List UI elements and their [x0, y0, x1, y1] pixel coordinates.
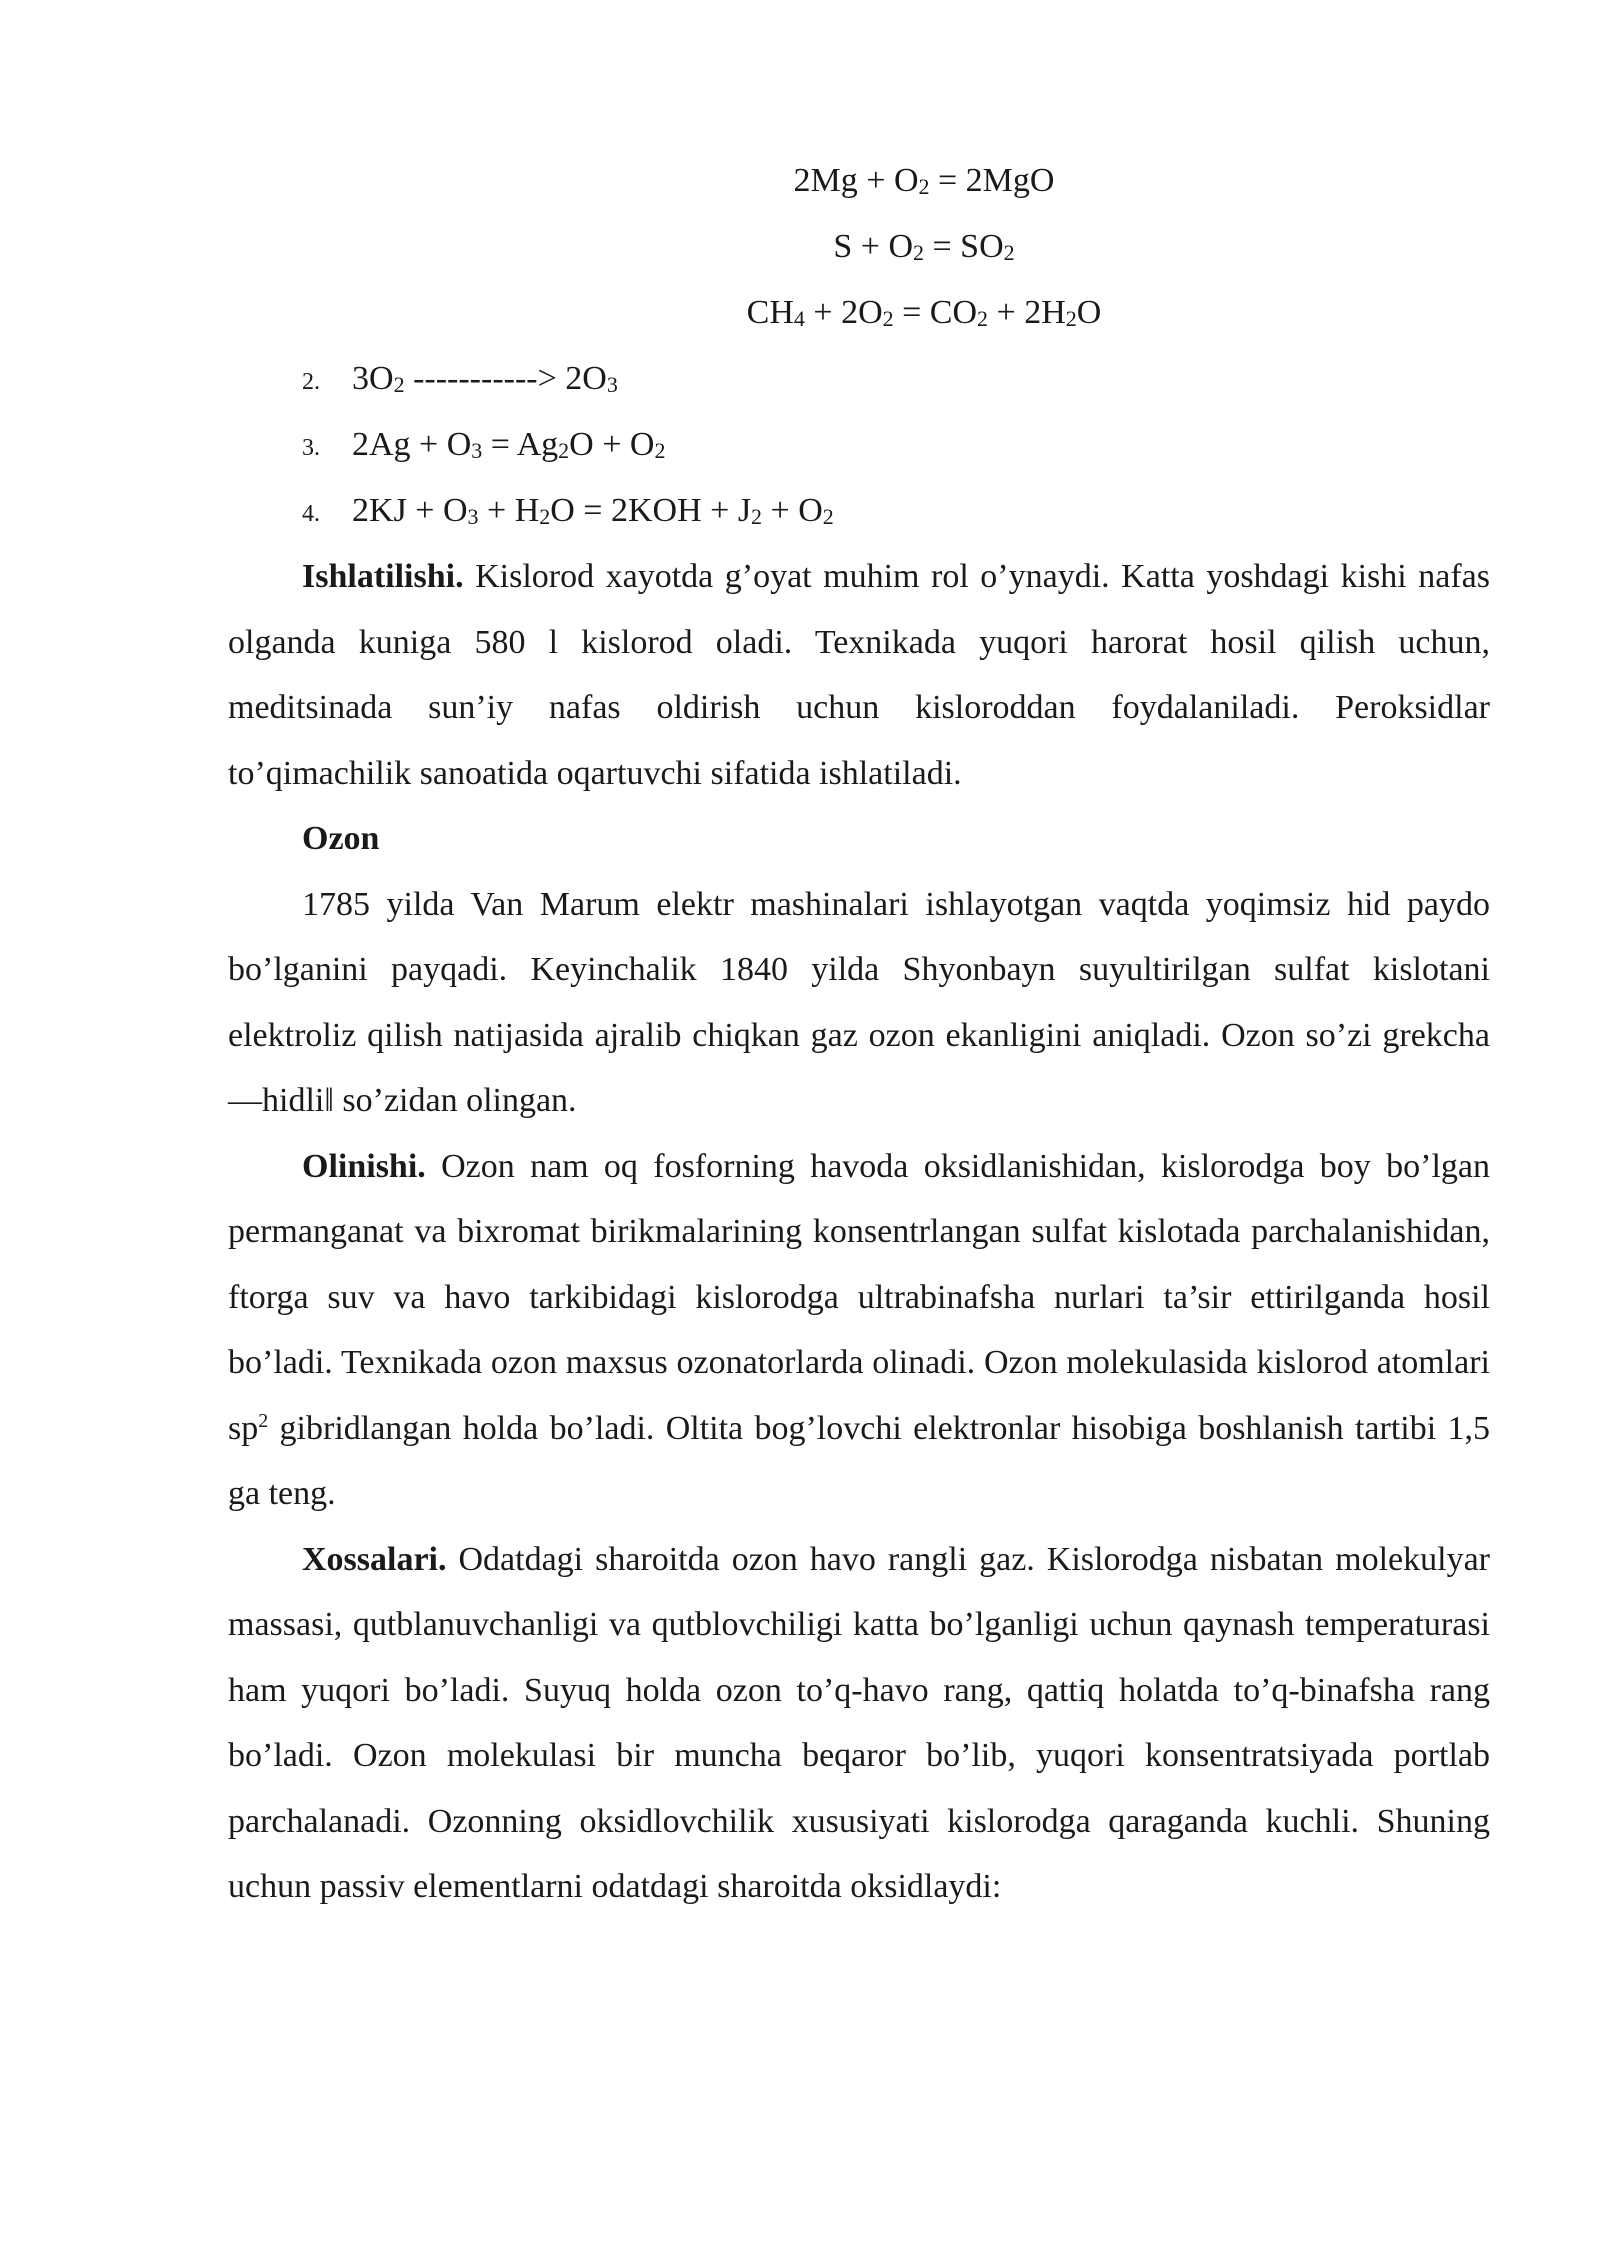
- preparation-text: Ozon nam oq fosforning havoda oksidlanishidan, kislorodga boy bo’lgan permanganat va bixromat birikmalarining konsentrlangan sulfat kislotada parchalanishidan, ftorga suv va havo tarkibidagi kislorodga ultrabinafsha nurlari ta’sir ettirilganda hosil bo’ladi. Texnikada ozon maxsus ozonatorlarda olinadi. Ozon molekulasida kislorod atomlari sp: [228, 1147, 1490, 1447]
- subscript: 2: [918, 174, 930, 199]
- subscript: 2: [539, 504, 551, 529]
- equation-line: $S + O_2 = SO_2$: [833, 228, 1015, 265]
- usage-label: Ishlatilishi.: [302, 558, 464, 595]
- document-page: [228, 148, 1490, 1920]
- equation-block-top: [228, 148, 1490, 346]
- subscript: 3: [606, 372, 618, 397]
- preparation-paragraph: [228, 1134, 1490, 1527]
- numbered-equation: [228, 346, 1490, 412]
- properties-paragraph: [228, 1527, 1490, 1920]
- subscript: 2: [913, 240, 924, 265]
- numbered-equation-list: [228, 346, 1490, 544]
- numbered-equation: [228, 412, 1490, 478]
- subscript: 2: [751, 504, 763, 529]
- equation-line: $CH_4 + 2O_2 = CO_2 + 2H_2O$: [746, 294, 1102, 331]
- hybridization-superscript: 2: [258, 1409, 269, 1432]
- properties-label: Xossalari.: [302, 1540, 447, 1578]
- subscript: 2: [654, 438, 666, 463]
- usage-paragraph: [228, 544, 1490, 806]
- subscript: 2: [822, 504, 834, 529]
- subscript: 2: [1065, 306, 1077, 331]
- properties-text: Odatdagi sharoitda ozon havo rangli gaz. Kislorodga nisbatan molekulyar massasi, qutblanuvchanligi va qutblovchiligi katta bo’lganligi uchun qaynash temperaturasi ham yuqori bo’ladi. Suyuq holda ozon to’q-havo rang, qattiq holatda to’q-binafsha rang bo’ladi. Ozon molekulasi bir muncha beqaror bo’lib, yuqori konsentratsiyada portlab parchalanadi. Ozonning oksidlovchilik xususiyati kislorodga qaraganda kuchli. Shuning uchun passiv elementlarni odatdagi sharoitda oksidlaydi:: [228, 1540, 1490, 1905]
- subscript: 2: [977, 306, 989, 331]
- subscript: 2: [882, 306, 894, 331]
- ozon-history-paragraph: 1785 yilda Van Marum elektr mashinalari ishlayotgan vaqtda yoqimsiz hid paydo bo’lganini payqadi. Keyinchalik 1840 yilda Shyonbayn suyultirilgan sulfat kislotani elektroliz qilish natijasida ajralib chiqkan gaz ozon ekanligini aniqladi. Ozon so’zi grekcha ―hidli‖ so’zidan olingan.: [228, 885, 1490, 1119]
- section-heading-ozon: Ozon: [302, 820, 380, 857]
- subscript: 2: [558, 438, 570, 463]
- subscript: 3: [467, 504, 479, 529]
- preparation-text-cont: gibridlangan holda bo’ladi. Oltita bog’lovchi elektronlar hisobiga boshlanish tartibi 1,5 ga teng.: [228, 1409, 1490, 1512]
- equation-number: 3.: [302, 435, 320, 461]
- numbered-equation: [228, 478, 1490, 544]
- preparation-label: Olinishi.: [302, 1147, 426, 1185]
- equation-body: $2KJ + O_3 + H_2O = 2KOH + J_2 + O_2$: [352, 492, 834, 529]
- equation-number: 2.: [302, 369, 320, 395]
- subscript: 2: [1003, 240, 1015, 265]
- subscript: 2: [393, 372, 405, 397]
- subscript: 4: [793, 306, 805, 331]
- subscript: 3: [471, 438, 483, 463]
- equation-body: $2Ag + O_3 = Ag_2O + O_2$: [352, 426, 666, 463]
- equation-number: 4.: [302, 501, 320, 527]
- usage-text: Kislorod xayotda g’oyat muhim rol o’ynaydi. Katta yoshdagi kishi nafas olganda kuniga 580 l kislorod oladi. Texnikada yuqori harorat hosil qilish uchun, meditsinada sun’iy nafas oldirish uchun kisloroddan foydalaniladi. Peroksidlar to’qimachilik sanoatida oqartuvchi sifatida ishlatiladi.: [228, 558, 1490, 792]
- equation-body: $3O_2$ -----------> $2O_3$: [352, 360, 618, 397]
- equation-line: $2Mg + O_2 = 2MgO$: [793, 162, 1055, 199]
